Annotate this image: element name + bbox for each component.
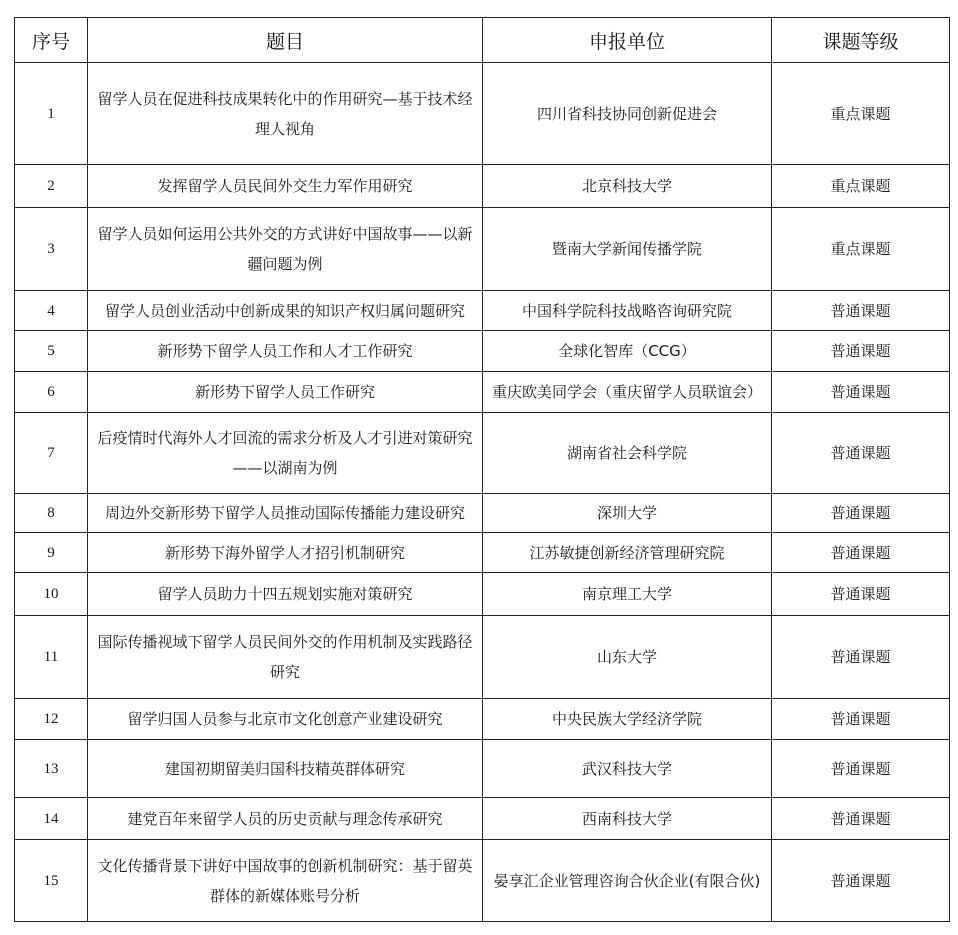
table-row — [15, 840, 950, 922]
table-row — [15, 699, 950, 740]
row-title: 留学人员在促进科技成果转化中的作用研究—基于技术经理人视角 — [88, 63, 483, 165]
row-seq: 3 — [15, 208, 88, 291]
row-seq: 12 — [15, 699, 88, 740]
row-title: 留学归国人员参与北京市文化创意产业建设研究 — [88, 699, 483, 740]
row-title: 新形势下海外留学人才招引机制研究 — [88, 533, 483, 573]
header-seq: 序号 — [15, 18, 88, 63]
row-title: 留学人员创业活动中创新成果的知识产权归属问题研究 — [88, 291, 483, 331]
row-level: 普通课题 — [772, 699, 950, 740]
table-row — [15, 208, 950, 291]
row-unit: 中央民族大学经济学院 — [483, 699, 772, 740]
row-unit: 武汉科技大学 — [483, 740, 772, 798]
row-level: 普通课题 — [772, 494, 950, 533]
row-title: 建党百年来留学人员的历史贡献与理念传承研究 — [88, 798, 483, 840]
row-title: 留学人员如何运用公共外交的方式讲好中国故事——以新疆问题为例 — [88, 208, 483, 291]
table-row — [15, 165, 950, 208]
row-level: 普通课题 — [772, 573, 950, 616]
row-level: 普通课题 — [772, 291, 950, 331]
row-seq: 11 — [15, 616, 88, 699]
row-level: 普通课题 — [772, 372, 950, 413]
row-title: 发挥留学人员民间外交生力军作用研究 — [88, 165, 483, 208]
table-row — [15, 494, 950, 533]
row-seq: 13 — [15, 740, 88, 798]
row-title: 留学人员助力十四五规划实施对策研究 — [88, 573, 483, 616]
table-row — [15, 740, 950, 798]
row-level: 重点课题 — [772, 165, 950, 208]
row-title: 后疫情时代海外人才回流的需求分析及人才引进对策研究——以湖南为例 — [88, 413, 483, 494]
row-unit: 西南科技大学 — [483, 798, 772, 840]
row-level: 普通课题 — [772, 331, 950, 372]
table-row — [15, 413, 950, 494]
table-row — [15, 798, 950, 840]
project-table — [14, 17, 950, 922]
header-unit: 申报单位 — [483, 18, 772, 63]
row-unit: 中国科学院科技战略咨询研究院 — [483, 291, 772, 331]
row-level: 普通课题 — [772, 798, 950, 840]
row-seq: 1 — [15, 63, 88, 165]
table-row — [15, 63, 950, 165]
row-title: 新形势下留学人员工作研究 — [88, 372, 483, 413]
row-unit: 重庆欧美同学会（重庆留学人员联谊会） — [483, 372, 772, 413]
row-unit: 全球化智库（CCG） — [483, 331, 772, 372]
row-unit: 深圳大学 — [483, 494, 772, 533]
row-level: 普通课题 — [772, 413, 950, 494]
row-unit: 山东大学 — [483, 616, 772, 699]
row-unit: 湖南省社会科学院 — [483, 413, 772, 494]
row-level: 重点课题 — [772, 63, 950, 165]
row-seq: 7 — [15, 413, 88, 494]
row-seq: 15 — [15, 840, 88, 922]
row-unit: 北京科技大学 — [483, 165, 772, 208]
row-title: 建国初期留美归国科技精英群体研究 — [88, 740, 483, 798]
row-seq: 8 — [15, 494, 88, 533]
row-unit: 晏享汇企业管理咨询合伙企业(有限合伙) — [483, 840, 772, 922]
table-row — [15, 372, 950, 413]
row-seq: 2 — [15, 165, 88, 208]
header-title: 题目 — [88, 18, 483, 63]
header-row — [15, 18, 950, 63]
row-level: 普通课题 — [772, 533, 950, 573]
row-seq: 14 — [15, 798, 88, 840]
row-title: 周边外交新形势下留学人员推动国际传播能力建设研究 — [88, 494, 483, 533]
header-level: 课题等级 — [772, 18, 950, 63]
row-level: 普通课题 — [772, 840, 950, 922]
row-level: 普通课题 — [772, 616, 950, 699]
row-level: 普通课题 — [772, 740, 950, 798]
row-unit: 江苏敏捷创新经济管理研究院 — [483, 533, 772, 573]
row-seq: 6 — [15, 372, 88, 413]
row-title: 国际传播视域下留学人员民间外交的作用机制及实践路径研究 — [88, 616, 483, 699]
table-row — [15, 533, 950, 573]
row-unit: 四川省科技协同创新促进会 — [483, 63, 772, 165]
table-row — [15, 573, 950, 616]
row-unit: 暨南大学新闻传播学院 — [483, 208, 772, 291]
row-seq: 5 — [15, 331, 88, 372]
row-title: 新形势下留学人员工作和人才工作研究 — [88, 331, 483, 372]
table-row — [15, 616, 950, 699]
row-unit: 南京理工大学 — [483, 573, 772, 616]
row-title: 文化传播背景下讲好中国故事的创新机制研究：基于留英群体的新媒体账号分析 — [88, 840, 483, 922]
row-seq: 10 — [15, 573, 88, 616]
row-seq: 9 — [15, 533, 88, 573]
table-row — [15, 291, 950, 331]
row-seq: 4 — [15, 291, 88, 331]
table-row — [15, 331, 950, 372]
row-level: 重点课题 — [772, 208, 950, 291]
